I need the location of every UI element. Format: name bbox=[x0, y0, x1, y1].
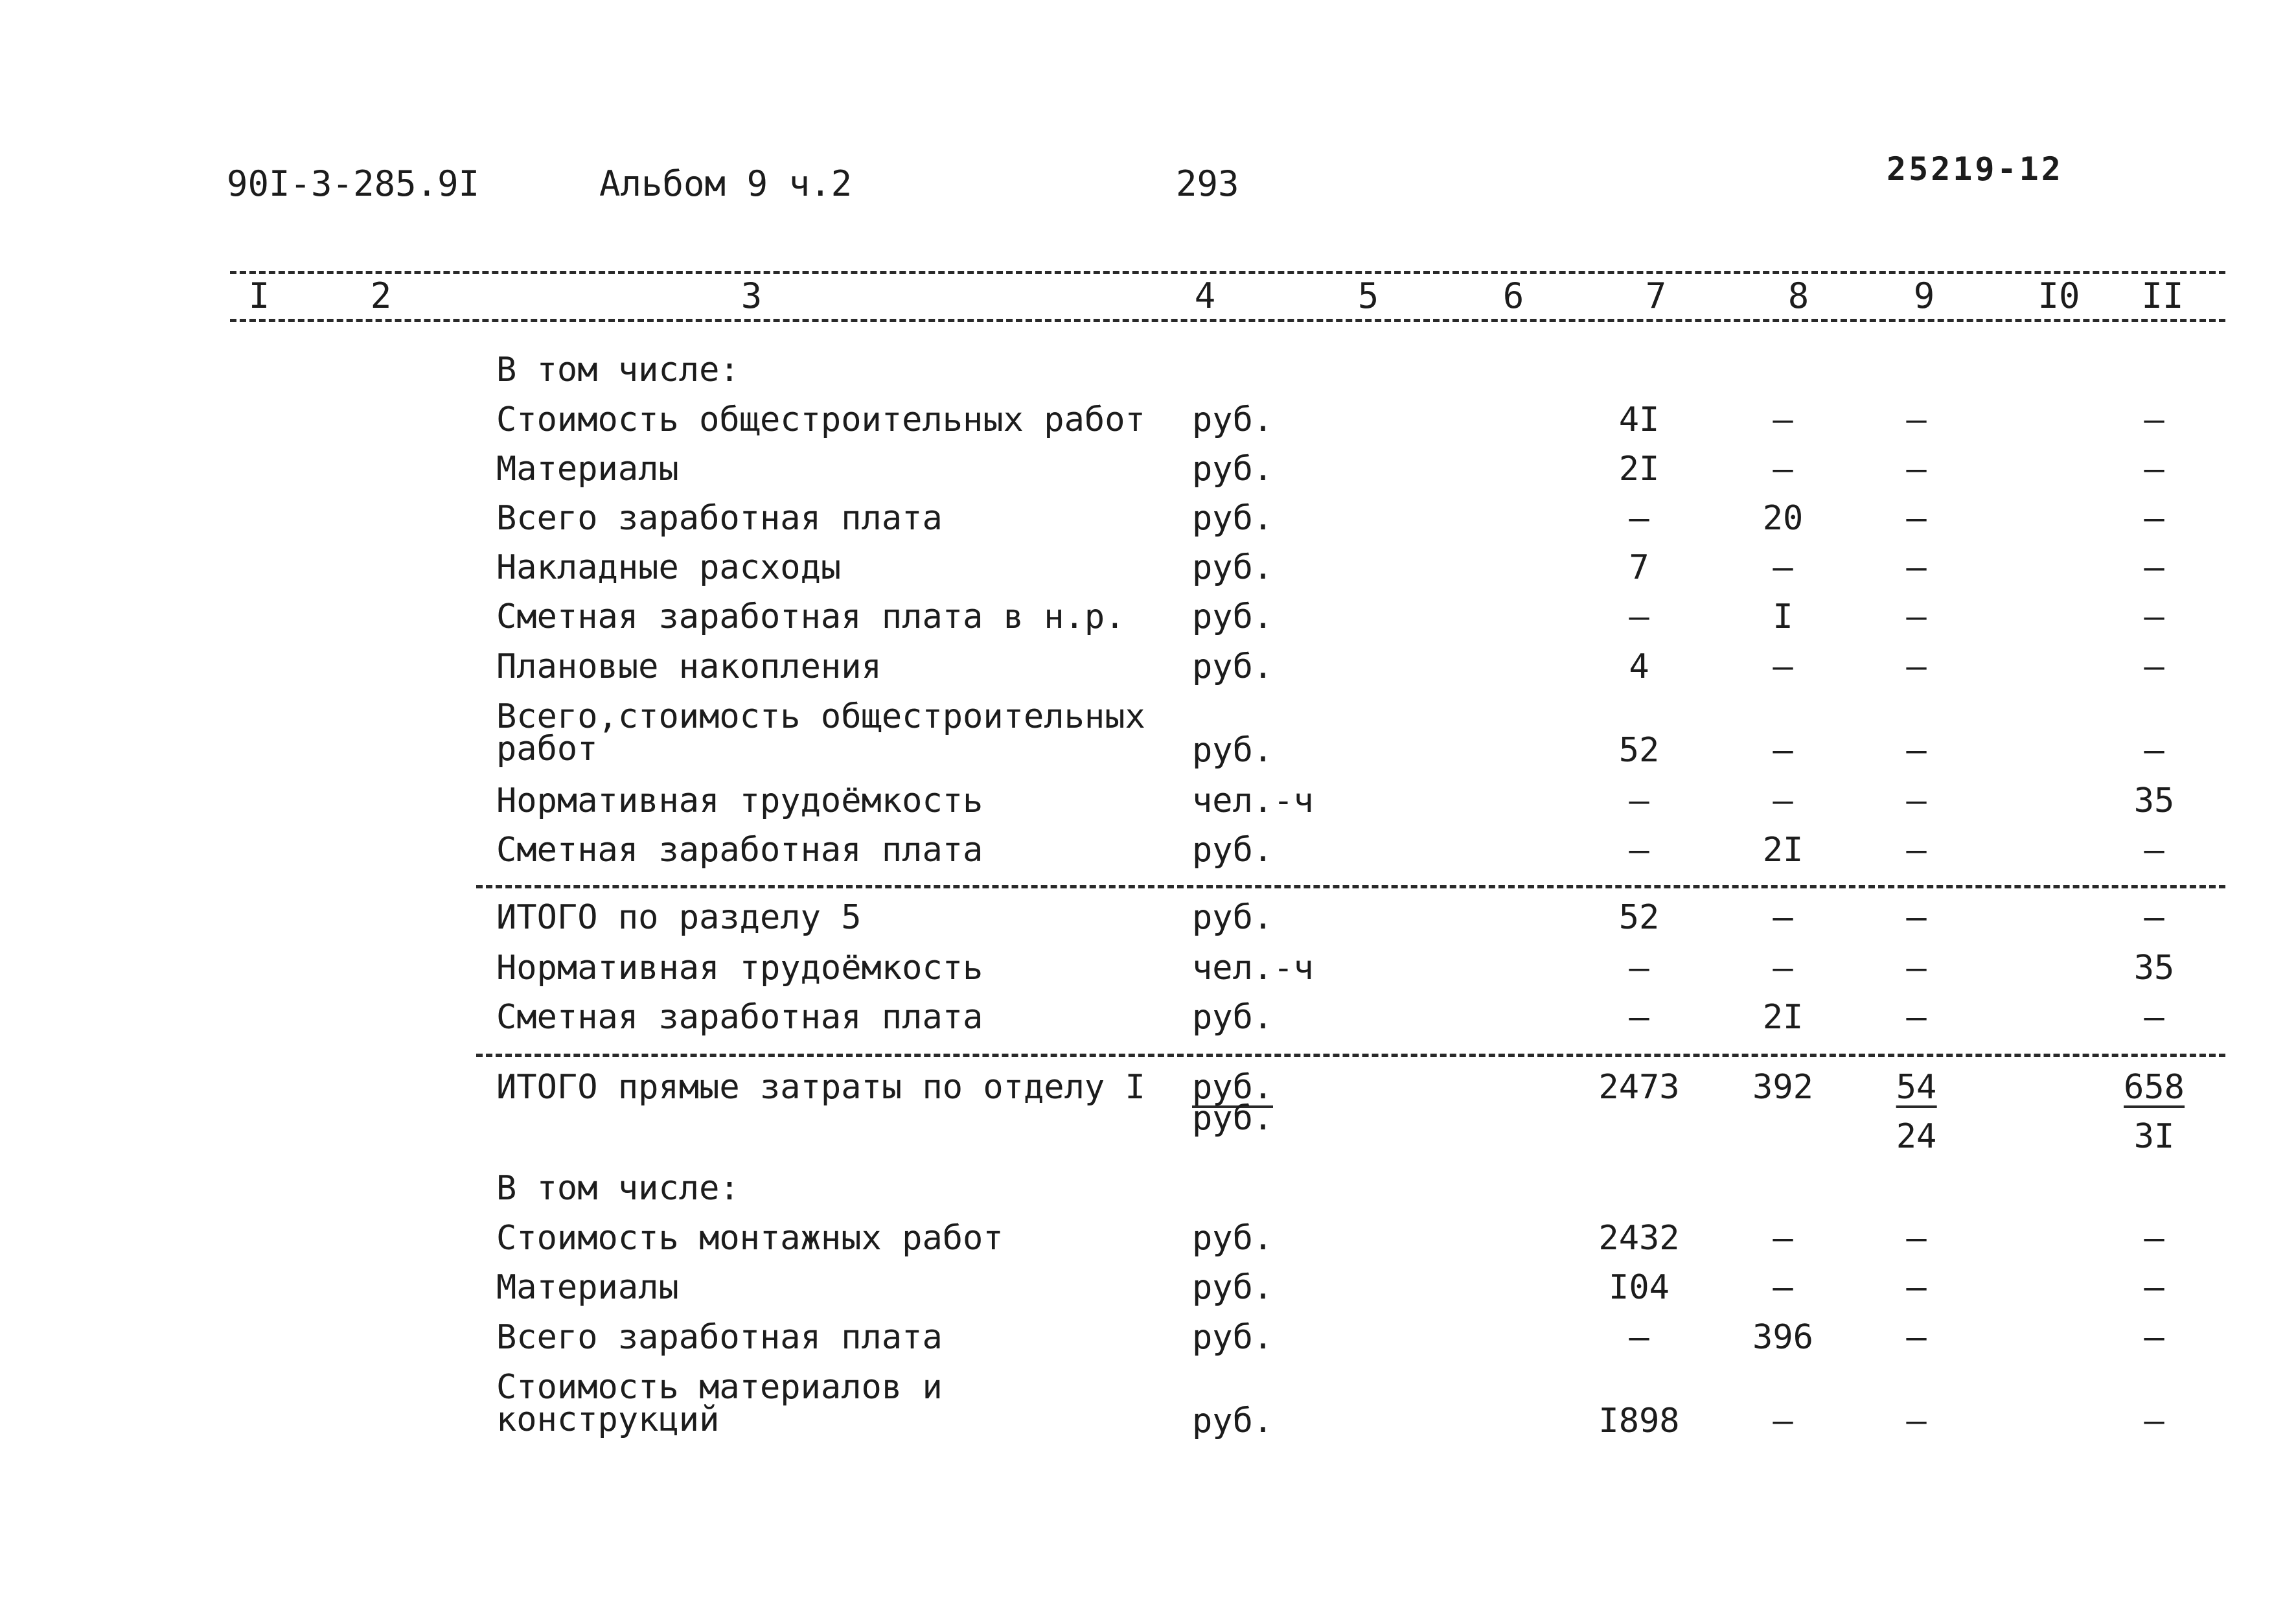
row-label: ИТОГО по разделу 5 bbox=[496, 898, 862, 937]
cell-c8: 2I bbox=[1762, 998, 1804, 1037]
cell-c7: 52 bbox=[1618, 731, 1660, 770]
header-bottom-rule bbox=[230, 319, 2225, 322]
cell-c11: – bbox=[2144, 731, 2164, 770]
cell-c8: 2I bbox=[1762, 831, 1804, 870]
cell-c11: – bbox=[2144, 1402, 2164, 1440]
row-label: Стоимость материалов и bbox=[496, 1368, 943, 1407]
cell-c8: – bbox=[1773, 400, 1793, 439]
column-number-11: II bbox=[2141, 275, 2184, 316]
row-label: Накладные расходы bbox=[496, 548, 842, 587]
row-unit: руб. bbox=[1192, 499, 1274, 538]
cell-c7: 4 bbox=[1629, 647, 1649, 686]
row-label: В том числе: bbox=[496, 1169, 740, 1208]
section-separator-2 bbox=[476, 1054, 2225, 1057]
cell-c8: – bbox=[1773, 781, 1793, 820]
row-unit: руб. bbox=[1192, 548, 1274, 587]
cell-c7: – bbox=[1629, 597, 1649, 636]
cell-c9: – bbox=[1906, 597, 1927, 636]
column-number-1: I bbox=[248, 275, 270, 316]
cell-c8: – bbox=[1773, 898, 1793, 937]
column-number-9: 9 bbox=[1913, 275, 1935, 316]
cell-c9: – bbox=[1906, 1402, 1927, 1440]
cell-c7: 7 bbox=[1629, 548, 1649, 587]
row-unit-secondary: руб. bbox=[1192, 1099, 1274, 1138]
row-unit: чел.-ч bbox=[1192, 781, 1314, 820]
cell-c9: – bbox=[1906, 499, 1927, 538]
cell-c8: – bbox=[1773, 647, 1793, 686]
cell-c11: – bbox=[2144, 998, 2164, 1037]
cell-c9: – bbox=[1906, 831, 1927, 870]
cell-c9: – bbox=[1906, 647, 1927, 686]
row-unit: руб. bbox=[1192, 1318, 1274, 1357]
row-label: Всего заработная плата bbox=[496, 1318, 943, 1357]
cell-c8: 20 bbox=[1762, 499, 1804, 538]
cell-c9: – bbox=[1906, 400, 1927, 439]
cell-c7: – bbox=[1629, 781, 1649, 820]
page-number: 293 bbox=[1176, 163, 1239, 204]
cell-c7: 2I bbox=[1618, 450, 1660, 489]
cell-c11: – bbox=[2144, 647, 2164, 686]
cell-c8: – bbox=[1773, 1219, 1793, 1258]
album-label: Альбом 9 ч.2 bbox=[599, 163, 853, 204]
column-number-3: 3 bbox=[740, 275, 763, 316]
row-label: Всего,стоимость общестроительных bbox=[496, 697, 1145, 736]
row-unit: руб. bbox=[1192, 898, 1274, 937]
row-unit: руб. bbox=[1192, 731, 1274, 770]
cell-c8: – bbox=[1773, 731, 1793, 770]
cell-c7: 2432 bbox=[1598, 1219, 1680, 1258]
cell-c9: – bbox=[1906, 1219, 1927, 1258]
cell-c11: – bbox=[2144, 898, 2164, 937]
row-label: Всего заработная плата bbox=[496, 499, 943, 538]
cell-c7: 4I bbox=[1618, 400, 1660, 439]
row-label: Стоимость монтажных работ bbox=[496, 1219, 1004, 1258]
cell-c9: – bbox=[1906, 781, 1927, 820]
row-unit: руб. bbox=[1192, 1402, 1274, 1440]
cell-c8: – bbox=[1773, 548, 1793, 587]
cell-c11: – bbox=[2144, 831, 2164, 870]
cell-c11-secondary: 3I bbox=[2133, 1117, 2175, 1156]
cell-c7: – bbox=[1629, 831, 1649, 870]
cell-c9: – bbox=[1906, 949, 1927, 988]
row-label: Сметная заработная плата bbox=[496, 831, 983, 870]
cell-c11: – bbox=[2144, 597, 2164, 636]
cell-c9-secondary: 24 bbox=[1896, 1117, 1937, 1156]
cell-c9: – bbox=[1906, 998, 1927, 1037]
cell-c8: 392 bbox=[1752, 1068, 1813, 1107]
cell-c8: I bbox=[1773, 597, 1793, 636]
cell-c11: 35 bbox=[2133, 781, 2175, 820]
cell-c7: 52 bbox=[1618, 898, 1660, 937]
column-number-4: 4 bbox=[1194, 275, 1216, 316]
section-separator-1 bbox=[476, 885, 2225, 888]
row-unit: руб. bbox=[1192, 998, 1274, 1037]
cell-c11: – bbox=[2144, 1219, 2164, 1258]
cell-c11: – bbox=[2144, 499, 2164, 538]
cell-c9: – bbox=[1906, 731, 1927, 770]
cell-c8: – bbox=[1773, 949, 1793, 988]
column-number-7: 7 bbox=[1645, 275, 1667, 316]
column-number-5: 5 bbox=[1357, 275, 1379, 316]
cell-c9: – bbox=[1906, 548, 1927, 587]
cell-c9: – bbox=[1906, 1318, 1927, 1357]
cell-c8: – bbox=[1773, 1268, 1793, 1307]
cell-c11: – bbox=[2144, 400, 2164, 439]
row-label: Материалы bbox=[496, 450, 679, 489]
cell-c9: – bbox=[1906, 450, 1927, 489]
cell-c7: – bbox=[1629, 998, 1649, 1037]
cell-c11: – bbox=[2144, 1268, 2164, 1307]
row-label: В том числе: bbox=[496, 351, 740, 389]
column-number-2: 2 bbox=[370, 275, 392, 316]
row-label: ИТОГО прямые затраты по отделу I bbox=[496, 1068, 1145, 1107]
row-label: Нормативная трудоёмкость bbox=[496, 781, 983, 820]
cell-c7: – bbox=[1629, 499, 1649, 538]
cell-c11: – bbox=[2144, 450, 2164, 489]
column-number-10: I0 bbox=[2038, 275, 2080, 316]
row-unit: руб. bbox=[1192, 400, 1274, 439]
row-label: Сметная заработная плата в н.р. bbox=[496, 597, 1125, 636]
column-number-6: 6 bbox=[1502, 275, 1524, 316]
cell-c11: 658 bbox=[2124, 1068, 2185, 1107]
header-top-rule bbox=[230, 271, 2225, 274]
row-unit: руб. bbox=[1192, 831, 1274, 870]
row-label: Нормативная трудоёмкость bbox=[496, 949, 983, 988]
cell-c11: 35 bbox=[2133, 949, 2175, 988]
row-label-continued: конструкций bbox=[496, 1400, 720, 1439]
cell-c9: – bbox=[1906, 1268, 1927, 1307]
row-unit: руб. bbox=[1192, 450, 1274, 489]
cell-c7: I04 bbox=[1609, 1268, 1670, 1307]
row-unit: руб. bbox=[1192, 1219, 1274, 1258]
column-number-8: 8 bbox=[1787, 275, 1809, 316]
cell-c11: – bbox=[2144, 548, 2164, 587]
doc-number: 90I-3-285.9I bbox=[227, 163, 480, 204]
cell-c7: I898 bbox=[1598, 1402, 1680, 1440]
row-label: Стоимость общестроительных работ bbox=[496, 400, 1145, 439]
row-unit: руб. bbox=[1192, 1268, 1274, 1307]
cell-c7: – bbox=[1629, 949, 1649, 988]
document-code: 25219-12 bbox=[1887, 150, 2063, 188]
row-unit: руб. bbox=[1192, 647, 1274, 686]
row-label: Плановые накопления bbox=[496, 647, 882, 686]
row-label: Материалы bbox=[496, 1268, 679, 1307]
row-unit: чел.-ч bbox=[1192, 949, 1314, 988]
row-unit: руб. bbox=[1192, 597, 1274, 636]
cell-c8: 396 bbox=[1752, 1318, 1813, 1357]
cell-c9: 54 bbox=[1896, 1068, 1937, 1107]
cell-c7: – bbox=[1629, 1318, 1649, 1357]
cell-c9: – bbox=[1906, 898, 1927, 937]
cell-c8: – bbox=[1773, 1402, 1793, 1440]
cell-c11: – bbox=[2144, 1318, 2164, 1357]
cell-c8: – bbox=[1773, 450, 1793, 489]
row-label-continued: работ bbox=[496, 730, 598, 769]
cell-c7: 2473 bbox=[1598, 1068, 1680, 1107]
row-label: Сметная заработная плата bbox=[496, 998, 983, 1037]
row-unit: руб. bbox=[1192, 1068, 1274, 1107]
